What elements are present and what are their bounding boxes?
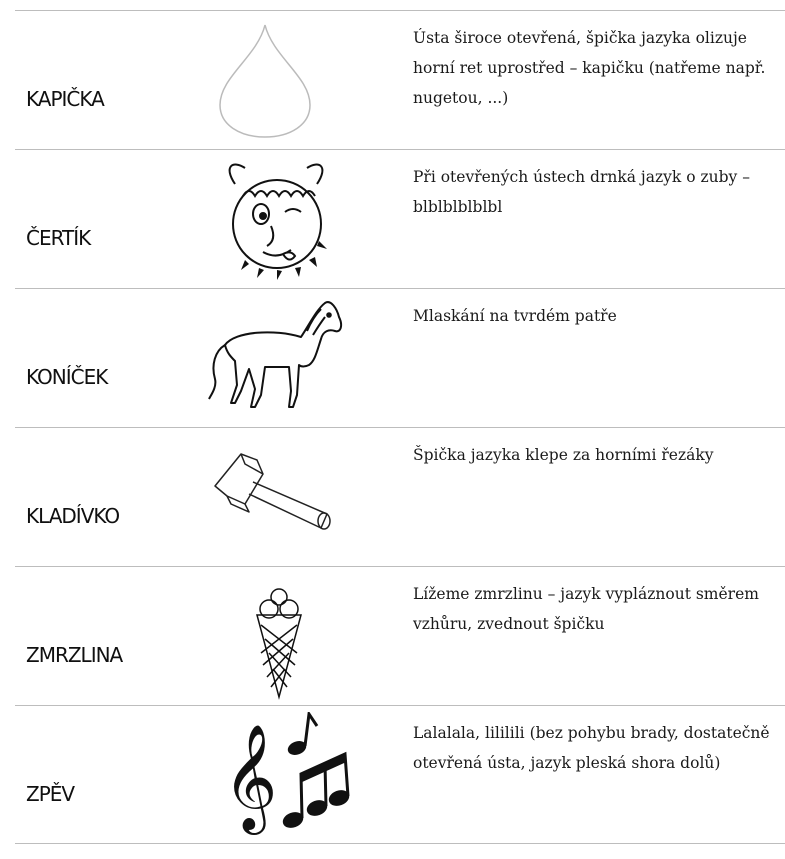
exercise-description: Špička jazyka klepe za horními řezáky <box>413 446 714 464</box>
droplet-icon <box>205 17 350 144</box>
svg-text:𝄞: 𝄞 <box>223 723 278 830</box>
hammer-icon <box>205 434 350 561</box>
exercise-name: KONÍČEK <box>26 365 108 389</box>
devil-face-icon <box>205 156 350 283</box>
exercise-row-kapicka <box>15 10 785 149</box>
exercise-description: Lalalala, lililili (bez pohybu brady, dostatečně otevřená ústa, jazyk pleská shora dolů) <box>413 724 770 772</box>
exercise-name: ZPĚV <box>26 782 75 806</box>
ice-cream-cone-icon <box>205 573 350 700</box>
exercise-row-zpev <box>15 705 785 844</box>
exercise-row-kladivko <box>15 427 785 566</box>
exercise-description: Mlaskání na tvrdém patře <box>413 307 617 325</box>
music-notes-icon <box>205 712 350 839</box>
exercise-row-zmrzlina <box>15 566 785 705</box>
exercise-name: KAPIČKA <box>26 87 104 111</box>
exercise-description: Při otevřených ústech drnká jazyk o zuby – blblblblblbl <box>413 168 750 216</box>
exercise-table <box>15 10 785 844</box>
exercise-description: Lížeme zmrzlinu – jazyk vypláznout směrem vzhůru, zvednout špičku <box>413 585 759 633</box>
horse-icon <box>205 295 350 422</box>
exercise-name: ČERTÍK <box>26 226 91 250</box>
exercise-row-certik <box>15 149 785 288</box>
exercise-name: ZMRZLINA <box>26 643 123 667</box>
exercise-description: Ústa široce otevřená, špička jazyka olizuje horní ret uprostřed – kapičku (natřeme např. nugetou, ...) <box>413 29 766 107</box>
exercise-row-konicek <box>15 288 785 427</box>
exercise-name: KLADÍVKO <box>26 504 120 528</box>
